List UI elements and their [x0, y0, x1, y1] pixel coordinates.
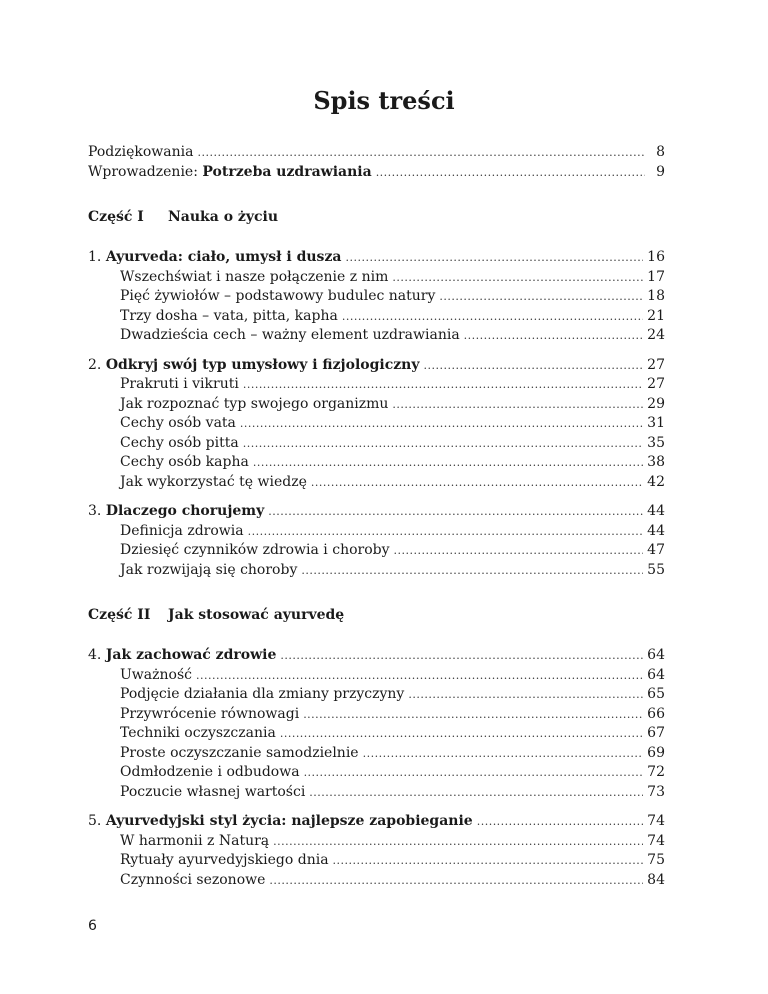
page-number: 6 — [88, 918, 97, 934]
toc-section — [88, 705, 665, 725]
dot-leader — [301, 562, 643, 581]
toc-entry-page: 29 — [647, 395, 665, 412]
part-title: Jak stosować ayurvedę — [168, 607, 345, 623]
toc-entry-page: 35 — [647, 434, 665, 451]
toc-entry-title — [88, 356, 420, 375]
table-of-contents — [88, 143, 665, 890]
toc-entry-page: 18 — [647, 288, 665, 304]
part-label: Część I — [88, 209, 144, 225]
toc-section — [88, 287, 665, 307]
toc-entry-page: 74 — [647, 832, 665, 849]
toc-entry-title: Jak rozwijają się choroby — [120, 561, 298, 578]
toc-entry-page: 16 — [647, 249, 665, 265]
toc-entry-title — [88, 812, 473, 831]
dot-leader — [197, 144, 645, 163]
dot-leader — [269, 872, 643, 891]
dot-leader — [439, 288, 643, 307]
toc-section — [88, 561, 665, 581]
toc-section — [88, 434, 665, 454]
toc-section — [88, 763, 665, 783]
toc-entry-title: Techniki oczyszczania — [120, 725, 276, 741]
toc-section — [88, 375, 665, 395]
dot-leader — [363, 745, 644, 764]
page-title: Spis treści — [313, 86, 455, 116]
dot-leader — [311, 474, 643, 493]
part-label: Część II — [88, 607, 151, 623]
toc-entry-page: 38 — [647, 454, 665, 470]
toc-entry-title: Odmłodzenie i odbudowa — [120, 764, 300, 780]
chapter-number: 2. — [88, 356, 106, 373]
chapter-number: 4. — [88, 647, 106, 663]
toc-chapter — [88, 248, 665, 268]
toc-entry-page: 42 — [647, 473, 665, 490]
toc-entry-title: Cechy osób vata — [120, 415, 236, 431]
toc-section — [88, 832, 665, 852]
toc-section — [88, 871, 665, 891]
toc-entry-title: Definicja zdrowia — [120, 522, 244, 539]
toc-entry-title: Czynności sezonowe — [120, 871, 266, 888]
dot-leader — [280, 647, 643, 666]
toc-entry-page: 27 — [647, 376, 665, 392]
toc-entry-title — [88, 248, 341, 267]
part-heading — [88, 606, 665, 624]
dot-leader — [464, 327, 644, 346]
toc-chapter — [88, 502, 665, 522]
toc-entry-title: Jak wykorzystać tę wiedzę — [120, 473, 307, 490]
toc-entry-page: 67 — [647, 725, 665, 741]
toc-section — [88, 685, 665, 705]
dot-leader — [304, 764, 644, 783]
dot-leader — [309, 784, 643, 803]
dot-leader — [376, 164, 645, 183]
dot-leader — [333, 852, 644, 871]
toc-entry-page: 9 — [656, 163, 665, 180]
toc-entry-introduction — [88, 163, 665, 183]
dot-leader — [248, 523, 644, 542]
dot-leader — [342, 308, 643, 327]
chapter-number: 1. — [88, 249, 106, 265]
dot-leader — [273, 833, 643, 852]
toc-entry-page: 64 — [647, 647, 665, 663]
dot-leader — [196, 667, 643, 686]
chapter-title: Jak zachować zdrowie — [105, 647, 277, 663]
toc-entry-page: 65 — [647, 686, 665, 702]
toc-entry-title: Podjęcie działania dla zmiany przyczyny — [120, 686, 405, 702]
toc-chapter — [88, 812, 665, 832]
toc-entry-page: 24 — [647, 327, 665, 343]
toc-section — [88, 666, 665, 686]
toc-entry-title — [88, 163, 372, 182]
toc-entry-title — [88, 502, 264, 521]
toc-entry-title: Przywrócenie równowagi — [120, 705, 300, 722]
toc-section — [88, 326, 665, 346]
toc-entry-page: 55 — [647, 561, 665, 578]
chapter-title: Ayurveda: ciało, umysł i dusza — [105, 249, 342, 265]
toc-section — [88, 414, 665, 434]
toc-section — [88, 268, 665, 288]
chapter-number: 3. — [88, 503, 106, 519]
toc-entry-title: W harmonii z Naturą — [120, 832, 270, 849]
toc-entry-title: Podziękowania — [88, 144, 194, 160]
part-title: Nauka o życiu — [168, 209, 279, 225]
toc-entry-page: 72 — [647, 764, 665, 780]
toc-entry-title: Dwadzieścia cech – ważny element uzdrawiania — [120, 327, 460, 343]
dot-leader — [392, 269, 643, 288]
toc-entry-page: 44 — [647, 522, 665, 539]
toc-entry-page: 17 — [647, 268, 665, 285]
toc-entry-title: Trzy dosha – vata, pitta, kapha — [120, 307, 338, 324]
chapter-number: 5. — [88, 813, 106, 829]
toc-entry-page: 44 — [647, 503, 665, 519]
toc-entry-title: Pięć żywiołów – podstawowy budulec natury — [120, 288, 436, 304]
dot-leader — [477, 813, 643, 832]
toc-entry-title: Poczucie własnej wartości — [120, 783, 306, 800]
chapter-title: Ayurvedyjski styl życia: najlepsze zapobieganie — [105, 813, 473, 829]
dot-leader — [280, 725, 643, 744]
chapter-title: Odkryj swój typ umysłowy i fizjologiczny — [105, 356, 420, 373]
toc-entry-page: 64 — [647, 666, 665, 683]
toc-entry-title: Cechy osób kapha — [120, 454, 249, 470]
toc-section — [88, 473, 665, 493]
toc-entry-title: Jak rozpoznać typ swojego organizmu — [120, 395, 389, 412]
toc-section — [88, 783, 665, 803]
toc-section — [88, 522, 665, 542]
dot-leader — [345, 249, 643, 268]
toc-entry-page: 8 — [656, 144, 665, 160]
dot-leader — [253, 454, 643, 473]
toc-chapter — [88, 646, 665, 666]
dot-leader — [392, 396, 643, 415]
toc-entry-title: Cechy osób pitta — [120, 434, 239, 451]
toc-section — [88, 307, 665, 327]
toc-entry-title: Rytuały ayurvedyjskiego dnia — [120, 852, 329, 868]
dot-leader — [268, 503, 643, 522]
toc-entry-page: 21 — [647, 307, 665, 324]
dot-leader — [240, 415, 643, 434]
toc-entry-page: 27 — [647, 356, 665, 373]
toc-entry-title: Proste oczyszczanie samodzielnie — [120, 744, 359, 761]
toc-entry-page: 75 — [647, 852, 665, 868]
toc-entry-page: 47 — [647, 542, 665, 558]
toc-chapter — [88, 356, 665, 376]
toc-entry-title: Uważność — [120, 666, 192, 683]
toc-section — [88, 541, 665, 561]
toc-entry-prefix: Wprowadzenie: — [88, 163, 203, 180]
toc-entry-title: Dziesięć czynników zdrowia i choroby — [120, 542, 390, 558]
toc-section — [88, 724, 665, 744]
part-heading — [88, 208, 665, 226]
dot-leader — [243, 376, 643, 395]
chapter-title: Dlaczego chorujemy — [105, 503, 265, 519]
toc-entry-title: Prakruti i vikruti — [120, 376, 239, 392]
toc-entry-page: 73 — [647, 783, 665, 800]
toc-entry-title — [88, 646, 276, 665]
toc-entry-page: 31 — [647, 415, 665, 431]
toc-entry-page: 66 — [647, 705, 665, 722]
dot-leader — [243, 435, 643, 454]
toc-entry-title: Wszechświat i nasze połączenie z nim — [120, 268, 389, 285]
toc-section — [88, 453, 665, 473]
toc-entry-page: 69 — [647, 744, 665, 761]
dot-leader — [424, 357, 644, 376]
toc-entry-page: 74 — [647, 813, 665, 829]
dot-leader — [408, 686, 643, 705]
dot-leader — [303, 706, 643, 725]
toc-section — [88, 744, 665, 764]
toc-section — [88, 395, 665, 415]
toc-entry-page: 84 — [647, 871, 665, 888]
toc-entry-bold-title: Potrzeba uzdrawiania — [202, 163, 372, 180]
dot-leader — [394, 542, 644, 561]
toc-entry-acknowledgements — [88, 143, 665, 163]
toc-section — [88, 851, 665, 871]
